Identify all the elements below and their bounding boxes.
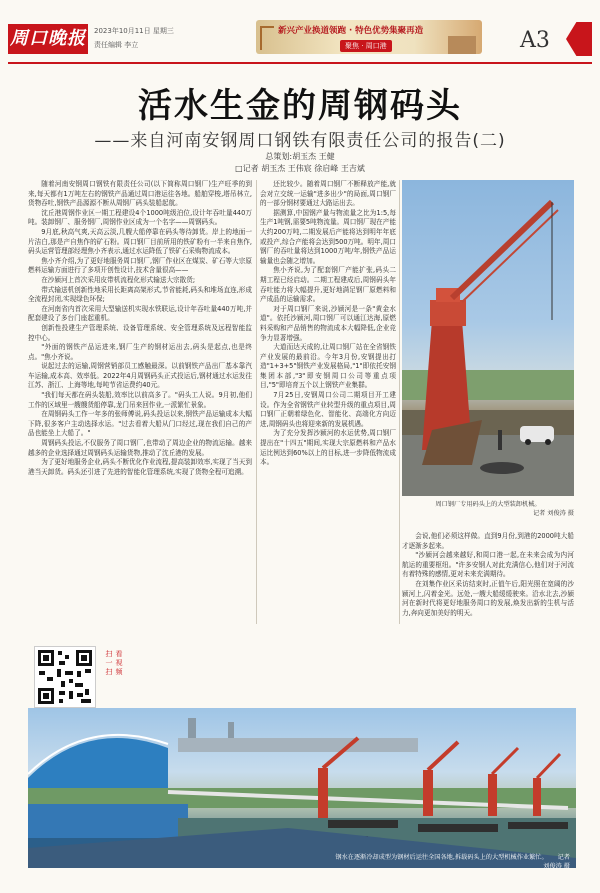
scan-prompt (104, 650, 123, 677)
paragraph: 还比较少。随着周口钢厂不断释放产能,就会对立交统一运输"进多出少"的局面,周口钢厂的一部分钢材要通过大路运出去。 (260, 180, 396, 208)
crane-photo (402, 180, 574, 496)
paragraph: 大道而达天成的,让周口钢厂站在全省钢铁产业发展的最前沿。今年3月份,安钢提出打造"1+3+5"钢铁产业发展格局,"1"即依托安钢集团本部,"3"即安钢周口公司等重点项目,"5"即培育五个以上钢铁产业集群。 (260, 343, 396, 390)
banner-slogan: 新兴产业换道领跑 · 特色优势集聚再造 (278, 26, 424, 36)
photo-credit: 记者 刘俊涛 摄 (543, 854, 570, 870)
photo-credit: 记者 刘俊涛 摄 (532, 510, 574, 517)
article-column-2 (260, 180, 396, 626)
newspaper-logo: 周口晚报 (8, 24, 88, 54)
paragraph: 焦小齐说,为了配套钢厂产能扩张,码头二期工程已经启动。二期工程建成后,周钢码头年吞吐能力将大幅提升,更好地满足钢厂原燃料和产成品的运输需求。 (260, 266, 396, 304)
paragraph: 创新性投建生产管理系统、设备管理系统、安全管理系统及远程智能监控中心。 (28, 323, 252, 342)
crane-photo-caption (402, 500, 574, 518)
paragraph: 焦小齐介绍,为了更好地服务周口钢厂,钢厂作业区在煤炭、矿石等大宗原燃料运输方面进行了多项开创性设计,技术含量很高—— (28, 256, 252, 275)
port-photo (28, 708, 576, 868)
port-photo-illustration (28, 708, 576, 868)
paragraph: 在河南省内首次采用大型输送机实现水铁联运,设计年吞吐量440万吨,并配套建设了多台门座起重机。 (28, 304, 252, 323)
paragraph: 9月底,秋高气爽,天高云淡,几艘大船停靠在码头等待卸货。岸上的地面一片洁白,那是产自焦作的矿石粉。周口钢厂目前所用的铁矿粉有一半来自焦作,码头运营管理部经理焦小齐表示,通过水运降低了铁矿石采购物流成本。 (28, 227, 252, 256)
reporter-credit: □记者 胡玉杰 王伟宸 徐启峰 王吉斌 (235, 164, 365, 173)
paragraph: "沙颍河会越来越好,和周口港一起,在未来会成为内河航运的重要枢纽。"许多安钢人对此充满信心,他们对于河流有着特殊的感情,更对未来充满期待。 (402, 551, 574, 579)
chevron-left-icon (566, 22, 592, 56)
subheadline: ——来自河南安钢周口钢铁有限责任公司的报告(二) (94, 131, 506, 151)
crane-icon (260, 26, 274, 50)
paragraph: 7月25日,安钢周口公司二期项目开工建设。作为全省钢铁产业转型升级的重点项目,周口钢厂正朝着绿色化、智能化、高端化方向迈进,周钢码头也将迎来新的发展机遇。 (260, 391, 396, 428)
crane-photo-illustration (402, 180, 574, 496)
article-column-3 (402, 532, 574, 624)
caption-text: 周口钢厂专用码头上的大型装卸机械。 (435, 501, 541, 508)
paragraph: 在刘集作业区采访结束时,正值午后,阳光照在宽阔的沙颍河上,闪着金光。远处,一艘大船缓缓驶来。沿水北去,沙颍河在新时代将更好地服务周口的发展,焕发出新的生机与活力,奔向更加美好的明天。 (402, 579, 574, 617)
planner-credit: 总策划:胡玉杰 王健 (265, 152, 335, 161)
paragraph: 为了更好地服务企业,码头不断优化作业流程,提高装卸效率,实现了当天到港当天卸货。码头还引进了先进的智能化管理系统,实现了货物全程可追溯。 (28, 458, 252, 476)
headline: 活水生金的周钢码头 (138, 86, 462, 126)
paragraph: 带式输送机创新性地采用长距离高架形式,节省能耗,码头和堆场直连,形成全流程封闭,实现绿色环保; (28, 285, 252, 304)
paragraph: 周钢码头投运,不仅服务了周口钢厂,也带动了周边企业的物流运输。越来越多的企业选择通过周钢码头运输货物,推动了沈丘港的发展。 (28, 439, 252, 457)
article-column-1 (28, 180, 252, 626)
caption-text: 钢水在逐渐冷却成型为钢材后运往全国各地,拆载码头上的大型机械作业繁忙。 (335, 854, 548, 861)
page-number: A3 (520, 28, 550, 53)
column-divider (256, 180, 257, 624)
paragraph: 在沙颍河上首次采用皮带机流程化形式输送大宗散货; (41, 275, 196, 284)
masthead (8, 18, 592, 60)
dateline: 2023年10月11日 星期三 (94, 27, 174, 35)
paragraph: "外面的钢铁产品运进来,钢厂生产的钢材运出去,码头是起点,也是终点。"焦小齐说。 (28, 343, 252, 361)
paragraph: 为了充分发挥沙颍河的水运优势,周口钢厂提出在"十四五"期间,实现大宗原燃料和产品水运比例达到60%以上的目标,进一步降低物流成本。 (260, 429, 396, 467)
qr-code-icon[interactable] (34, 646, 96, 708)
paragraph: 说起过去的运输,周钢营销部员工感触最深。以前钢铁产品出厂基本靠汽车运输,成本高、效率低。2022年4月周钢码头正式投运后,钢材通过水运发往江苏、浙江、上海等地,每吨节省运费约40元。 (28, 362, 252, 390)
column-divider (399, 180, 400, 624)
banner-ad (256, 20, 482, 54)
paragraph: 在周钢码头工作一年多的张师傅说,码头投运以来,钢铁产品运输成本大幅下降,很多客户主动选择水运。"过去看着大船从门口经过,现在我们自己的产品也能坐上大船了。" (28, 410, 252, 438)
banner-tag: 聚焦 · 周口港 (340, 40, 392, 52)
paragraph: "我们每天都在码头装船,效率比以前高多了。"码头工人说。9月初,他们工作的区域里一艘艘货船停靠,龙门吊来回作业,一派繁忙景象。 (28, 391, 252, 409)
building-icon (448, 36, 476, 54)
scan-text: 扫一扫 (105, 650, 113, 677)
paragraph: 据测算,中国钢产量与物流量之比为1:5,每生产1吨钢,需要5吨物流量。周口钢厂现在产能大约200万吨,二期发展后产能将达到明年年底或投产,综合产能将会达到500万吨。明年,周口钢厂的吞吐量将达到1000万吨/年,钢铁产品运输量也会随之增加。 (260, 208, 396, 265)
port-photo-caption (330, 852, 570, 870)
scan-text: 看视频 (115, 650, 123, 677)
paragraph: 沈丘港周钢作业区一期工程建设4个1000吨级泊位,设计年吞吐量440万吨。装卸钢厂、服务钢厂,周钢作业区成为一个名字——周钢码头。 (28, 208, 252, 227)
editor-credit: 责任编辑 李立 (94, 41, 139, 49)
paragraph: 对于周口钢厂来说,沙颍河是一条"黄金水道"。依托沙颍河,周口钢厂可以通江达海,原燃料采购和产品销售的物流成本大幅降低,企业竞争力显著增强。 (260, 304, 396, 342)
paragraph: 会说,他们必须这样做。直到9月份,到港的2000吨大船才逐渐多起来。 (402, 532, 574, 550)
masthead-rule (8, 62, 592, 64)
paragraph: 随着河南安钢周口钢铁有限责任公司(以下简称周口钢厂)生产旺季的到来,每天都有1万吨左右的钢铁产品通过周口港运往各地。船舶穿梭,塔吊林立,货物吞吐,钢铁产品源源不断从周钢厂码头装船起航。 (28, 180, 252, 208)
page-tab (560, 22, 592, 56)
